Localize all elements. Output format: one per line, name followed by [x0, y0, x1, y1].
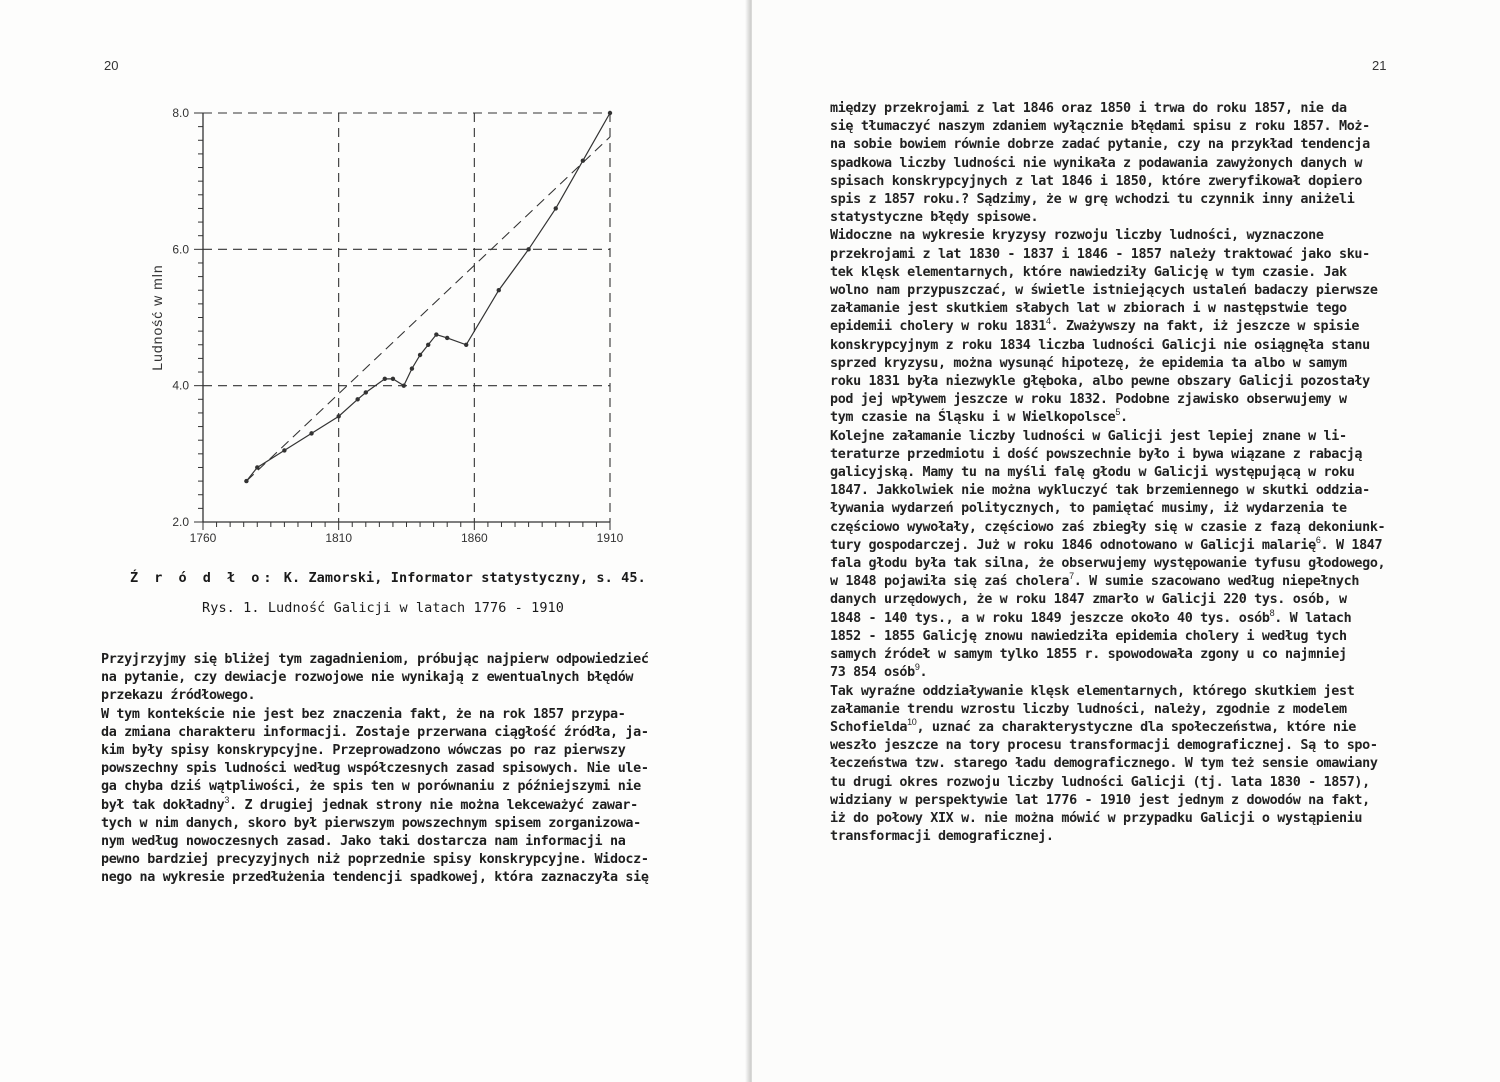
figure-source	[130, 570, 646, 586]
data-point	[445, 336, 449, 340]
text-line	[830, 155, 1410, 173]
x-tick-label: 1860	[460, 531, 488, 545]
text-line: Przyjrzyjmy się bliżej tym zagadnieniom, próbując najpierw odpowiedzieć	[101, 652, 649, 667]
text-line	[830, 701, 1410, 719]
text-segment: iż do połowy XIX w. nie można mówić w przypadku Galicji o wystąpieniu	[830, 810, 1363, 826]
population-line	[246, 113, 610, 481]
footnote-ref: 10	[907, 716, 917, 727]
data-point	[355, 397, 359, 401]
text-segment: transformacji demograficznej.	[830, 829, 1054, 845]
data-point	[526, 247, 530, 251]
text-segment: danych urzędowych, że w roku 1847 zmarło w Galicji 220 tys. osób, w	[830, 592, 1347, 608]
y-tick-label: 8.0	[172, 106, 189, 120]
text-segment: częściowo wywołały, częściowo zaś zbiegły się w czasie z fazą dekoniunk-	[830, 519, 1386, 535]
text-line	[830, 191, 1410, 209]
text-segment: spadkowa liczby ludności nie wynikała z podawania zawyżonych danych w	[830, 155, 1363, 171]
text-segment: Widoczne na wykresie kryzysy rozwoju liczby ludności, wyznaczone	[830, 228, 1324, 244]
text-segment: . Z drugiej jednak strony nie można lekceważyć zawar-	[229, 797, 638, 813]
y-tick-label: 4.0	[172, 378, 189, 393]
text-segment: sprzed kryzysu, można wysunąć hipotezę, że epidemia ta albo w samym	[830, 355, 1347, 371]
text-line	[830, 482, 1410, 500]
data-point	[464, 343, 468, 347]
text-line: kim były spisy konskrypcyjne. Przeprowadzono wówczas po raz pierwszy	[101, 743, 626, 759]
text-line	[830, 664, 1410, 682]
text-line: nym według nowoczesnych zasad. Jako taki dostarcza nam informacji na	[101, 834, 626, 850]
text-segment: tury gospodarczej. Już w roku 1846 odnotowano w Galicji malarię	[830, 537, 1316, 553]
text-segment: na sobie bowiem równie dobrze zadać pytanie, czy na przykład tendencja	[830, 137, 1370, 153]
x-tick-label: 1760	[189, 531, 217, 545]
text-line	[830, 391, 1410, 409]
text-line	[830, 810, 1410, 828]
text-segment: przekrojami z lat 1830 - 1837 i 1846 - 1857 należy traktować jako sku-	[830, 246, 1370, 262]
text-line: powszechny spis ludności według współczesnych zasad spisowych. Nie ule-	[101, 761, 649, 777]
y-tick-label: 2.0	[172, 515, 189, 529]
text-line	[830, 100, 1410, 118]
text-line	[830, 318, 1410, 336]
data-point	[364, 390, 368, 394]
population-chart	[140, 95, 630, 550]
footnote-ref: 8	[1269, 607, 1275, 618]
text-segment: . W sumie szacowano według niepełnych	[1073, 574, 1360, 590]
text-segment: , uznać za charakterystyczne dla społeczeństwa, które nie	[916, 719, 1357, 735]
text-line	[830, 683, 1410, 701]
data-point	[410, 366, 414, 370]
data-point	[497, 288, 501, 292]
data-point	[282, 448, 286, 452]
text-segment: tek klęsk elementarnych, które nawiedziły Galicję w tym czasie. Jak	[830, 264, 1347, 280]
page-number-right: 21	[1372, 58, 1387, 73]
text-line: przekazu źródłowego.	[101, 688, 256, 704]
text-segment: tu drugi okres rozwoju liczby ludności Galicji (tj. lata 1830 - 1857),	[830, 774, 1370, 790]
footnote-ref: 4	[1045, 316, 1051, 327]
text-segment: samych źródeł w samym tylko 1855 r. spowodowała zgony u co najmniej	[830, 647, 1347, 663]
data-point	[434, 332, 438, 336]
text-line: ga chyba dziś wątpliwości, że spis ten w porównaniu z późniejszymi nie	[101, 779, 641, 795]
text-segment: 1852 - 1855 Galicję znowu nawiedziła epidemia cholery i według tych	[830, 628, 1347, 644]
text-line	[830, 227, 1410, 245]
text-line	[830, 534, 1410, 555]
text-line	[830, 282, 1410, 300]
text-line	[830, 246, 1410, 264]
text-segment: .	[1120, 410, 1128, 426]
right-body-text	[830, 100, 1410, 846]
text-line: da zmiana charakteru informacji. Zostaje przerwana ciągłość źródła, ja-	[101, 724, 649, 740]
text-segment: był tak dokładny	[101, 797, 225, 813]
text-segment: łeczeństwa tzw. starego ładu demograficznego. W tym też sensie omawiany	[830, 756, 1378, 772]
x-tick-label: 1910	[596, 531, 624, 545]
text-line	[101, 794, 681, 815]
text-line	[830, 355, 1410, 373]
text-segment: roku 1831 była niezwykle głęboka, albo pewne obszary Galicji pozostały	[830, 374, 1370, 390]
text-segment: . W 1847	[1320, 537, 1383, 553]
text-segment: między przekrojami z lat 1846 oraz 1850 i trwa do roku 1857, nie da	[830, 101, 1347, 116]
data-point	[426, 343, 430, 347]
text-segment: się tłumaczyć naszym zdaniem wyłącznie błędami spisu z roku 1857. Moż-	[830, 119, 1370, 135]
text-segment: statystyczne błędy spisowe.	[830, 210, 1039, 226]
footnote-ref: 7	[1069, 571, 1074, 582]
trend-line-dashed	[246, 137, 610, 481]
text-segment: pod jej wpływem jeszcze w roku 1832. Podobne zjawisko obserwujemy w	[830, 392, 1347, 408]
data-point	[608, 111, 612, 115]
text-line	[830, 337, 1410, 355]
text-line	[830, 500, 1410, 518]
text-line	[830, 755, 1410, 773]
left-body-text	[101, 651, 681, 888]
text-segment: załamanie jest skutkiem słabych lat w zbiorach i w następstwie tego	[830, 301, 1347, 317]
text-segment: załamanie trendu wzrostu liczby ludności, należy, zgodnie z modelem	[830, 701, 1347, 717]
text-line	[830, 300, 1410, 318]
data-point	[383, 377, 387, 381]
footnote-ref: 5	[1115, 407, 1120, 418]
text-segment: spisach konskrypcyjnych z lat 1846 i 1850, które zweryfikował dopiero	[830, 173, 1363, 189]
source-label: Ź r ó d ł o:	[130, 570, 276, 586]
text-line	[830, 209, 1410, 227]
text-line: pewno bardziej precyzyjnych niż poprzednie spisy konskrypcyjne. Widocz-	[101, 852, 649, 868]
text-segment: tym czasie na Śląsku i w Wielkopolsce	[830, 410, 1116, 426]
text-line	[830, 464, 1410, 482]
footnote-ref: 6	[1315, 534, 1321, 545]
text-line	[830, 428, 1410, 446]
text-segment: 1848 - 140 tys., a w roku 1849 jeszcze około 40 tys. osób	[830, 610, 1270, 626]
data-point	[336, 414, 340, 418]
text-segment: .	[919, 665, 928, 681]
text-segment: konskrypcyjnym z roku 1834 liczba ludności Galicji nie osiągnęła stanu	[830, 337, 1370, 353]
text-segment: ływania wydarzeń politycznych, to pamiętać musimy, iż wydarzenia te	[830, 501, 1347, 517]
text-line	[830, 573, 1410, 591]
text-segment: w 1848 pojawiła się zaś cholera	[830, 574, 1070, 590]
text-segment: Tak wyraźne oddziaływanie klęsk elementarnych, którego skutkiem jest	[830, 683, 1355, 699]
text-segment: spis z 1857 roku.? Sądzimy, że w grę wchodzi tu czynnik inny aniżeli	[830, 192, 1355, 208]
source-text: K. Zamorski, Informator statystyczny, s. 45.	[275, 570, 646, 586]
text-line	[830, 737, 1410, 755]
text-segment: widziany w perspektywie lat 1776 - 1910 jest jednym z dowodów na fakt,	[830, 792, 1370, 808]
x-tick-label: 1810	[325, 531, 353, 545]
text-line	[830, 373, 1410, 391]
data-point	[309, 431, 313, 435]
text-line	[830, 828, 1410, 846]
page-number-left: 20	[104, 58, 119, 73]
text-line	[830, 264, 1410, 282]
text-line	[830, 118, 1410, 136]
text-segment: fala głodu była tak silna, że obserwujemy występowanie tyfusu głodowego,	[830, 556, 1386, 572]
left-page	[0, 0, 748, 1082]
text-line	[830, 628, 1410, 646]
text-segment: Schofielda	[830, 719, 908, 735]
text-line	[830, 173, 1410, 191]
text-segment: weszło jeszcze na tory procesu transformacji demograficznej. Są to spo-	[830, 738, 1378, 754]
text-line	[830, 519, 1410, 537]
text-line	[830, 774, 1410, 792]
text-line	[830, 716, 1410, 737]
footnote-ref: 9	[914, 662, 920, 673]
data-point	[391, 377, 395, 381]
text-line	[830, 591, 1410, 609]
data-point	[554, 206, 558, 210]
text-line	[830, 446, 1410, 464]
text-line: nego na wykresie przedłużenia tendencji spadkowej, która zaznaczyła się	[101, 870, 649, 886]
text-line	[830, 555, 1410, 573]
text-segment: galicyjską. Mamy tu na myśli falę głodu w Galicji występującą w roku	[830, 465, 1355, 481]
text-line: na pytanie, czy dewiacje rozwojowe nie wynikają z ewentualnych błędów	[101, 670, 634, 686]
text-segment: 73 854 osób	[830, 665, 915, 681]
text-segment: wolno nam przypuszczać, w świetle istniejących ustaleń badaczy pierwsze	[830, 283, 1378, 299]
text-segment: 1847. Jakkolwiek nie można wykluczyć tak brzemiennego w skutki oddzia-	[830, 483, 1370, 499]
footnote-ref: 3	[224, 794, 230, 805]
text-segment: Kolejne załamanie liczby ludności w Galicji jest lepiej znane w li-	[830, 428, 1347, 444]
text-segment: . Zważywszy na fakt, iż jeszcze w spisie	[1050, 319, 1360, 335]
text-line	[830, 409, 1410, 427]
data-point	[402, 383, 406, 387]
text-segment: . W latach	[1274, 610, 1352, 626]
figure-title: Rys. 1. Ludność Galicji w latach 1776 - 1910	[202, 600, 565, 616]
text-segment: epidemii cholery w roku 1831	[830, 319, 1046, 335]
data-point	[418, 353, 422, 357]
text-line: tych w nim danych, skoro był pierwszym powszechnym spisem zorganizowa-	[101, 815, 641, 831]
text-line	[830, 136, 1410, 154]
text-line	[830, 792, 1410, 810]
y-tick-label: 6.0	[172, 242, 189, 257]
text-segment: teraturze przedmiotu i dość powszechnie było i bywa wiązane z rabacją	[830, 446, 1363, 462]
text-line	[830, 607, 1410, 628]
text-line: W tym kontekście nie jest bez znaczenia fakt, że na rok 1857 przypa-	[101, 706, 626, 722]
y-axis-label: Ludność w mln	[149, 264, 165, 371]
